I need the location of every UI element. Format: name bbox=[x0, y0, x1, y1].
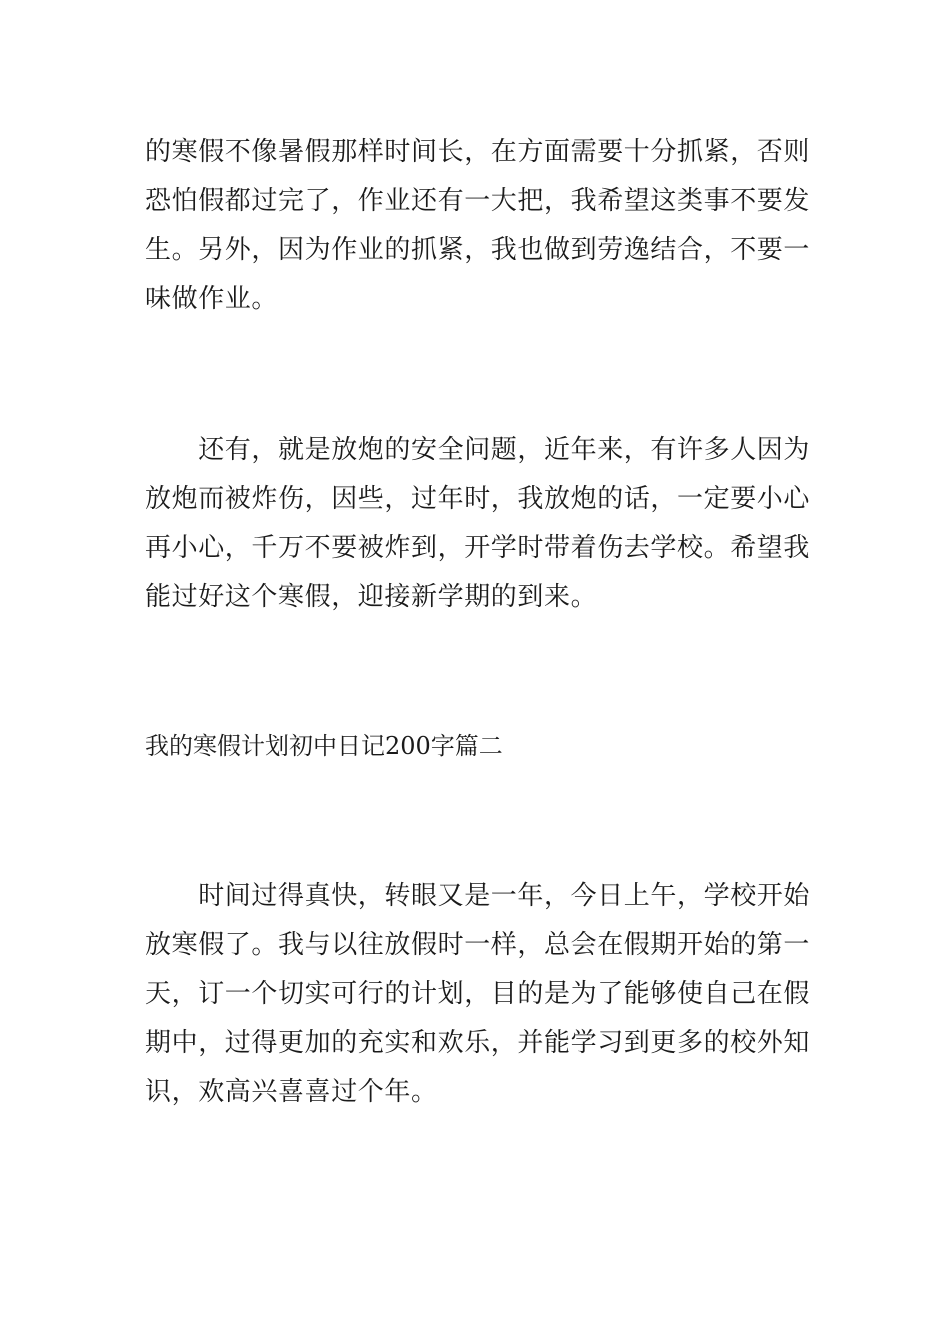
text-line: 还有，就是放炮的安全问题，近年来，有许多人因为 bbox=[145, 435, 811, 465]
text-line: 时间过得真快，转眼又是一年，今日上午，学校开始 bbox=[145, 881, 811, 911]
text-line: 能过好这个寒假，迎接新学期的到来。 bbox=[145, 582, 598, 612]
text-line: 放炮而被炸伤，因些，过年时，我放炮的话，一定要小心 bbox=[145, 484, 811, 514]
paragraph-continued bbox=[145, 128, 815, 324]
text-line: 再小心，千万不要被炸到，开学时带着伤去学校。希望我 bbox=[145, 533, 811, 563]
text-line: 生。另外，因为作业的抓紧，我也做到劳逸结合，不要一 bbox=[145, 235, 811, 265]
text-line: 放寒假了。我与以往放假时一样，总会在假期开始的第一 bbox=[145, 930, 811, 960]
paragraph-firecracker-safety bbox=[145, 426, 815, 622]
section-heading: 我的寒假计划初中日记200字篇二 bbox=[145, 732, 503, 760]
text-line: 期中，过得更加的充实和欢乐，并能学习到更多的校外知 bbox=[145, 1028, 811, 1058]
text-line: 恐怕假都过完了，作业还有一大把，我希望这类事不要发 bbox=[145, 186, 811, 216]
paragraph-winter-break-plan bbox=[145, 872, 815, 1117]
text-line: 味做作业。 bbox=[145, 284, 279, 314]
text-line: 的寒假不像暑假那样时间长，在方面需要十分抓紧，否则 bbox=[145, 137, 811, 167]
text-line: 天，订一个切实可行的计划，目的是为了能够使自己在假 bbox=[145, 979, 811, 1009]
text-line: 识，欢高兴喜喜过个年。 bbox=[145, 1077, 438, 1107]
